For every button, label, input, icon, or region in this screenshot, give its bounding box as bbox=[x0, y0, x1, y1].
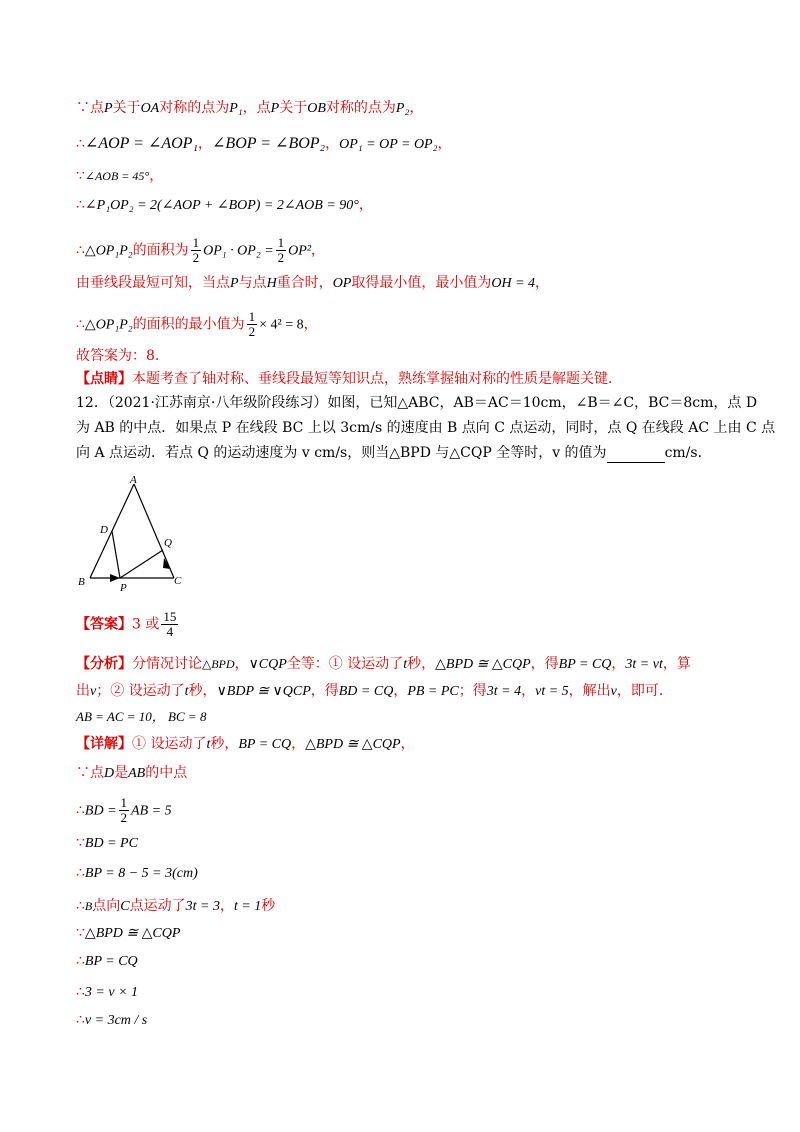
text: 关于 bbox=[279, 100, 308, 116]
text: ，得 bbox=[530, 656, 559, 672]
triangle-figure bbox=[74, 474, 194, 594]
fraction bbox=[276, 236, 287, 265]
detail-line-2 bbox=[76, 763, 187, 784]
text: 为 AB 的中点．如果点 P 在线段 BC 上以 3cm/s 的速度由 B 点向 C 点运动，同时，点 Q 在线段 AC 上由 C 点 bbox=[76, 420, 776, 436]
math: BP = 8 − 5 = 3(cm) bbox=[84, 866, 198, 881]
math: BP = CQ bbox=[238, 737, 292, 752]
label-p: P bbox=[120, 582, 127, 594]
detail-line-8 bbox=[76, 951, 138, 972]
text: 出 bbox=[76, 683, 90, 699]
math: P₁ bbox=[229, 101, 243, 116]
text: 向 A 点运动．若点 Q 的运动速度为 v cm/s，则当△BPD 与△CQP 全等时，v 的值为 bbox=[76, 445, 607, 461]
text: ，算 bbox=[662, 656, 691, 672]
label-d: D bbox=[100, 524, 108, 536]
text: ， bbox=[393, 683, 408, 699]
text: ，点 bbox=[242, 100, 271, 116]
detail-line-6 bbox=[76, 896, 275, 917]
label-a: A bbox=[130, 474, 137, 486]
therefore-symbol: ∴ bbox=[76, 316, 85, 333]
math: P bbox=[104, 101, 113, 116]
text: 本题考查了轴对称、垂线段最短等知识点，熟练掌握轴对称的性质是解题关键． bbox=[132, 371, 622, 387]
text: 秒， bbox=[210, 736, 239, 752]
text: 3 或 bbox=[132, 616, 160, 633]
because-symbol: ∵ bbox=[76, 925, 85, 941]
therefore-symbol: ∴ bbox=[76, 898, 85, 914]
text: ， bbox=[311, 242, 326, 259]
math: 3t = 3 bbox=[185, 899, 220, 914]
math: ∠P₁OP₂ = 2(∠AOP + ∠BOP) = 2∠AOB = 90° bbox=[84, 198, 359, 213]
math: t bbox=[184, 684, 189, 699]
text: 与点 bbox=[238, 275, 267, 291]
therefore-symbol: ∴ bbox=[76, 865, 85, 881]
question-line-1 bbox=[76, 393, 757, 413]
remark-tag: 【点睛】 bbox=[76, 371, 132, 387]
math: ∨CQP bbox=[248, 657, 287, 672]
arrow-q bbox=[163, 558, 171, 569]
therefore-symbol: ∴ bbox=[76, 1012, 85, 1028]
math: 3 = v × 1 bbox=[84, 985, 139, 1000]
text: ，即可． bbox=[616, 683, 673, 699]
math: AB = AC = 10， BC = 8 bbox=[76, 709, 207, 724]
text: ， bbox=[358, 197, 373, 213]
solution-line-7 bbox=[76, 310, 318, 339]
text: ， bbox=[149, 168, 164, 184]
math: v bbox=[610, 684, 617, 699]
text: 由垂线段最短可知，当点 bbox=[76, 275, 230, 291]
numerator: 15 bbox=[163, 609, 177, 624]
text: 全等：① 设运动了 bbox=[286, 656, 404, 672]
detail-line-10 bbox=[76, 1010, 147, 1031]
math: BD = PC bbox=[84, 836, 138, 851]
text: ， bbox=[219, 898, 234, 914]
math: v = 3cm / s bbox=[84, 1013, 148, 1028]
math: OP₁ · OP₂ = bbox=[203, 243, 274, 259]
numerator: 1 bbox=[248, 309, 256, 324]
answer-statement bbox=[76, 346, 159, 366]
math: BP = CQ bbox=[558, 657, 612, 672]
text: 重合时， bbox=[276, 275, 333, 291]
solution-line-6 bbox=[76, 273, 549, 294]
detail-line-1 bbox=[76, 734, 415, 755]
math: ∠BOP = ∠BOP₂ bbox=[212, 135, 326, 152]
math: △OP₁P₂ bbox=[84, 243, 133, 259]
therefore-symbol: ∴ bbox=[76, 242, 85, 259]
text: ，得 bbox=[310, 683, 339, 699]
text: ；得 bbox=[458, 683, 487, 699]
analysis-line-3 bbox=[76, 707, 206, 728]
therefore-symbol: ∴ bbox=[76, 953, 85, 969]
label-b: B bbox=[78, 576, 85, 588]
text: 的中点 bbox=[145, 765, 188, 781]
math: 3t = vt bbox=[625, 657, 663, 672]
detail-line-3 bbox=[76, 796, 172, 825]
math: OP² bbox=[288, 243, 312, 259]
text: ∵点 bbox=[76, 765, 104, 781]
text: ；② 设运动了 bbox=[96, 683, 185, 699]
text: 关于 bbox=[112, 100, 141, 116]
math: BP = CQ bbox=[84, 954, 138, 969]
math: ∠AOB = 45° bbox=[84, 169, 150, 183]
solution-line-2 bbox=[76, 134, 451, 155]
text: ， bbox=[400, 736, 415, 752]
math: OB bbox=[307, 101, 326, 116]
solution-line-1 bbox=[76, 98, 423, 119]
question-line-3 bbox=[76, 443, 712, 463]
text: 的面积为 bbox=[132, 242, 189, 259]
math: PB = PC bbox=[407, 684, 459, 699]
text: 秒 bbox=[261, 898, 276, 914]
math: 3t = 4 bbox=[486, 684, 522, 699]
text: ， bbox=[303, 316, 318, 333]
fraction bbox=[161, 610, 178, 639]
segment-pq bbox=[120, 550, 163, 578]
text: 对称的点为 bbox=[159, 100, 230, 116]
denominator: 2 bbox=[277, 250, 285, 265]
text: ， bbox=[535, 275, 550, 291]
math: P bbox=[230, 276, 239, 291]
math: ∨BDP ≅ ∨QCP bbox=[216, 684, 311, 699]
text: 分情况讨论 bbox=[132, 656, 202, 672]
therefore-symbol: ∴ bbox=[76, 984, 85, 1000]
text: 取得最小值，最小值为 bbox=[351, 275, 492, 291]
math: △BPD ≅ △CQP bbox=[305, 737, 401, 752]
text: 秒， bbox=[407, 656, 436, 672]
math: × 4² = 8 bbox=[259, 317, 304, 333]
denominator: 4 bbox=[166, 624, 174, 639]
text: ， bbox=[234, 656, 249, 672]
because-symbol: ∵ bbox=[76, 168, 85, 184]
side-ac bbox=[134, 484, 174, 578]
math: ∠AOP = ∠AOP₁ bbox=[84, 135, 199, 152]
math: P bbox=[270, 101, 280, 116]
math: AB bbox=[128, 766, 146, 781]
math: t bbox=[206, 737, 211, 752]
math: vt = 5 bbox=[535, 684, 569, 699]
text: ， bbox=[291, 736, 306, 752]
because-symbol: ∵ bbox=[76, 835, 85, 851]
fraction bbox=[119, 796, 130, 825]
numerator: 1 bbox=[277, 235, 285, 250]
text: ， bbox=[198, 136, 213, 152]
segment-dp bbox=[112, 531, 120, 578]
math: B bbox=[84, 899, 93, 913]
numerator: 1 bbox=[120, 795, 128, 810]
math: H bbox=[266, 276, 277, 291]
text: 是 bbox=[114, 765, 129, 781]
math: t bbox=[403, 657, 408, 672]
math: C bbox=[120, 899, 130, 914]
solution-line-3 bbox=[76, 166, 163, 186]
math: △BPD bbox=[202, 657, 235, 671]
math: OA bbox=[140, 101, 160, 116]
text: ， bbox=[409, 100, 424, 116]
math: △BPD ≅ △CQP bbox=[435, 657, 531, 672]
fraction bbox=[247, 310, 258, 339]
therefore-symbol: ∴ bbox=[76, 136, 85, 152]
math: t = 1 bbox=[233, 899, 262, 914]
text: ， bbox=[325, 136, 340, 152]
remark-line bbox=[76, 369, 622, 389]
label-q: Q bbox=[164, 537, 172, 549]
detail-line-4 bbox=[76, 833, 138, 854]
analysis-line-2 bbox=[76, 681, 673, 702]
denominator: 2 bbox=[120, 810, 128, 825]
detail-line-5 bbox=[76, 863, 198, 884]
analysis-line-1 bbox=[76, 654, 691, 675]
denominator: 2 bbox=[248, 324, 256, 339]
analysis-tag: 【分析】 bbox=[76, 656, 132, 672]
math: D bbox=[104, 766, 115, 781]
text: 点向 bbox=[92, 898, 121, 914]
text: ∵点 bbox=[76, 100, 104, 116]
text: cm/s． bbox=[664, 445, 712, 461]
math: v bbox=[90, 684, 97, 699]
answer-blank bbox=[607, 448, 665, 463]
solution-line-4 bbox=[76, 195, 373, 216]
text: 12．（2021·江苏南京·八年级阶段练习）如图，已知△ABC，AB＝AC＝10cm，∠B＝∠C，BC＝8cm，点 D bbox=[76, 395, 758, 411]
text: 秒， bbox=[188, 683, 217, 699]
math: OP₁ = OP = OP₂ bbox=[339, 137, 438, 152]
answer-tag: 【答案】 bbox=[76, 616, 132, 633]
fraction bbox=[191, 236, 202, 265]
text: 的面积的最小值为 bbox=[132, 316, 245, 333]
math: OH = 4 bbox=[491, 276, 536, 291]
question-line-2 bbox=[76, 418, 775, 438]
label-c: C bbox=[174, 575, 182, 587]
answer-line bbox=[76, 610, 180, 639]
text: 故答案为：8. bbox=[76, 348, 160, 364]
math: P₂ bbox=[395, 101, 410, 116]
math: △OP₁P₂ bbox=[84, 317, 133, 333]
text: 点运动了 bbox=[129, 898, 186, 914]
detail-line-9 bbox=[76, 982, 138, 1003]
text: ， bbox=[521, 683, 536, 699]
therefore-symbol: ∴ bbox=[76, 197, 85, 213]
arrow-p bbox=[110, 574, 120, 582]
text: ① 设运动了 bbox=[132, 736, 207, 752]
math: AB = 5 bbox=[131, 803, 172, 819]
math: BD = bbox=[84, 803, 117, 819]
math: △BPD ≅ △CQP bbox=[84, 926, 181, 941]
detail-tag: 【详解】 bbox=[76, 736, 132, 752]
text: ， bbox=[437, 136, 452, 152]
math: OP bbox=[332, 276, 352, 291]
text: 对称的点为 bbox=[325, 100, 396, 116]
math: BD = CQ bbox=[338, 684, 394, 699]
denominator: 2 bbox=[192, 250, 200, 265]
detail-line-7 bbox=[76, 923, 180, 944]
solution-line-5 bbox=[76, 236, 325, 265]
text: ，解出 bbox=[568, 683, 611, 699]
text: ， bbox=[611, 656, 626, 672]
therefore-symbol: ∴ bbox=[76, 802, 85, 819]
numerator: 1 bbox=[192, 235, 200, 250]
